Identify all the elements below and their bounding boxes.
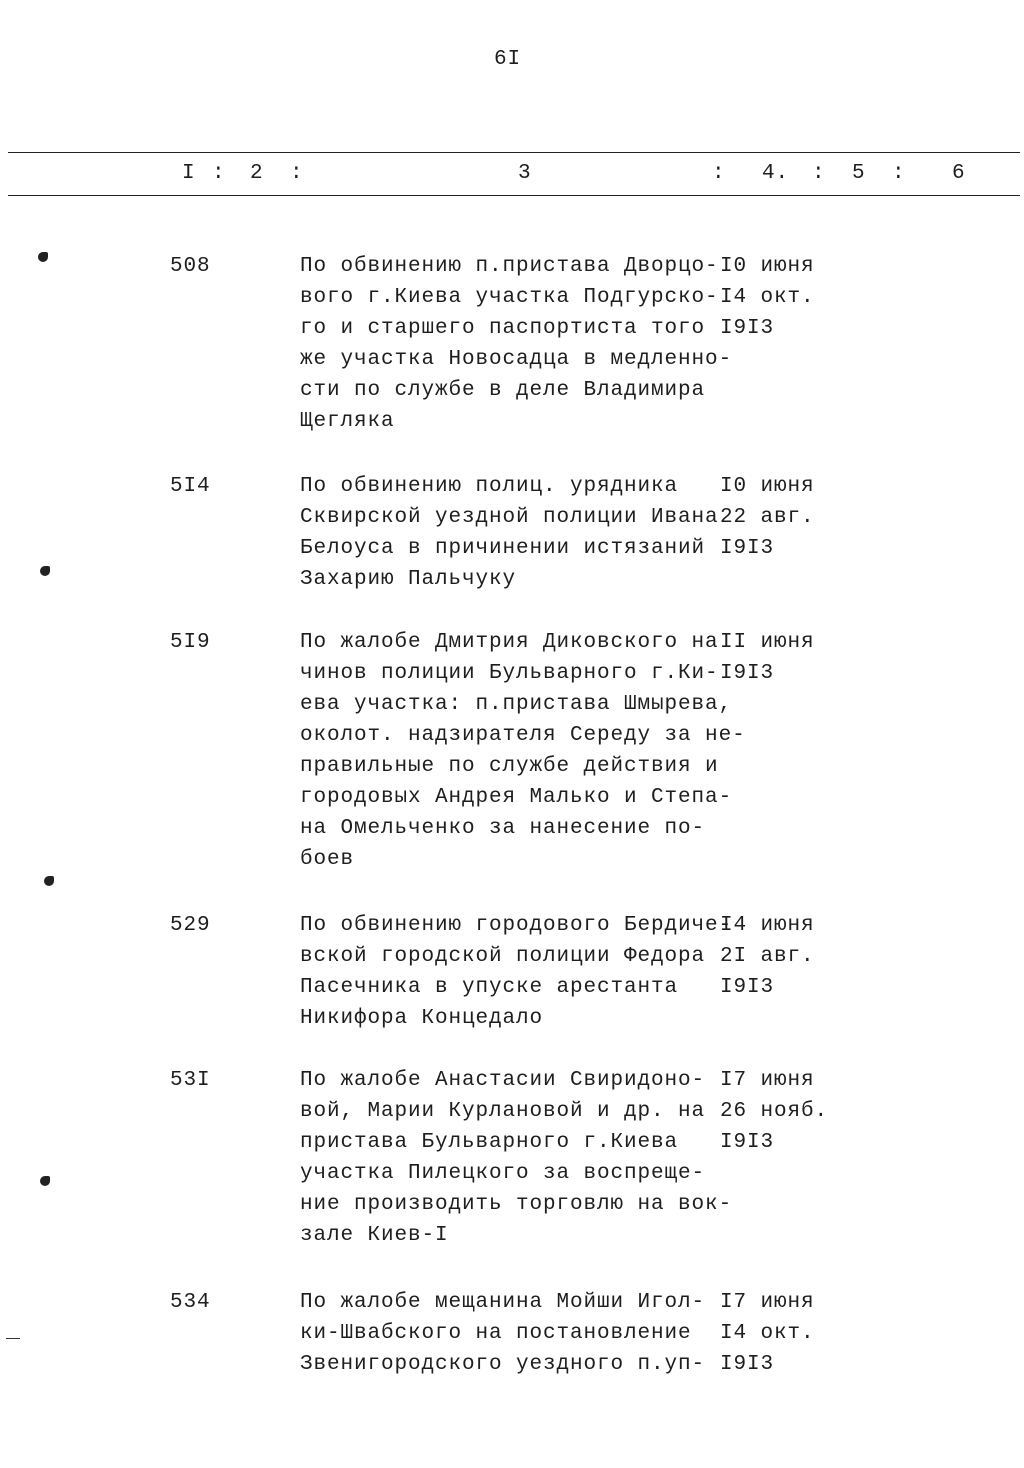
case-number: 53I [170, 1069, 211, 1092]
date-line: II июня [720, 631, 815, 654]
description-line: Пасечника в упуске арестанта [300, 976, 679, 999]
description-line: По обвинению полиц. урядника [300, 475, 679, 498]
date-line: I9I3 [720, 662, 775, 685]
case-description [300, 1287, 705, 1380]
description-line: Сквирской уездной полиции Ивана [300, 506, 719, 529]
description-line: Щегляка [300, 410, 395, 433]
description-line: По обвинению п.пристава Дворцо- [300, 255, 719, 278]
case-number: 534 [170, 1291, 211, 1314]
date-line: 2I авг. [720, 945, 815, 968]
case-dates [720, 910, 815, 1003]
description-line: вого г.Киева участка Подгурско- [300, 286, 719, 309]
case-dates [720, 1065, 828, 1158]
date-line: I0 июня [720, 255, 815, 278]
description-line: ние производить торговлю на вок- [300, 1193, 733, 1216]
case-description [300, 1065, 732, 1251]
column-header-2: 2 [250, 162, 264, 185]
description-line: вской городской полиции Федора [300, 945, 706, 968]
description-line: городовых Андрея Малько и Степа- [300, 786, 733, 809]
column-separator: : [892, 162, 906, 185]
description-line: Звенигородского уездного п.уп- [300, 1353, 706, 1376]
case-number: 508 [170, 255, 211, 278]
description-line: ева участка: п.пристава Шмырева, [300, 693, 733, 716]
case-number: 529 [170, 914, 211, 937]
date-line: I9I3 [720, 1353, 775, 1376]
date-line: I4 июня [720, 914, 815, 937]
case-description [300, 471, 719, 595]
description-line: Никифора Концедало [300, 1007, 544, 1030]
case-description [300, 627, 746, 875]
description-line: По жалобе Дмитрия Диковского на [300, 631, 719, 654]
description-line: Захарию Пальчуку [300, 568, 517, 591]
description-line: боев [300, 848, 355, 871]
column-header-5: 5 [852, 162, 866, 185]
description-line: правильные по службе действия и [300, 755, 719, 778]
description-line: же участка Новосадца в медленно- [300, 348, 733, 371]
description-line: околот. надзирателя Середу за не- [300, 724, 746, 747]
column-header-3: 3 [518, 162, 532, 185]
date-line: I7 июня [720, 1291, 815, 1314]
column-separator: : [290, 162, 304, 185]
column-header-6: 6 [952, 162, 966, 185]
case-dates [720, 251, 815, 344]
punch-hole-mark [38, 252, 48, 262]
description-line: пристава Бульварного г.Киева [300, 1131, 679, 1154]
description-line: зале Киев-I [300, 1224, 449, 1247]
description-line: По обвинению городового Бердиче- [300, 914, 733, 937]
column-separator: : [812, 162, 826, 185]
header-bottom-rule [8, 195, 1020, 196]
date-line: I0 июня [720, 475, 815, 498]
case-dates [720, 627, 815, 689]
date-line: I9I3 [720, 317, 775, 340]
header-top-rule [8, 152, 1020, 153]
column-header-1: I [182, 162, 196, 185]
description-line: сти по службе в деле Владимира [300, 379, 706, 402]
margin-mark [6, 1338, 20, 1339]
date-line: I9I3 [720, 1131, 775, 1154]
date-line: 26 нояб. [720, 1100, 829, 1123]
case-dates [720, 1287, 815, 1380]
case-description [300, 251, 732, 437]
date-line: I7 июня [720, 1069, 815, 1092]
date-line: 22 авг. [720, 506, 815, 529]
case-number: 5I4 [170, 475, 211, 498]
description-line: вой, Марии Курлановой и др. на [300, 1100, 706, 1123]
date-line: I4 окт. [720, 1322, 815, 1345]
description-line: чинов полиции Бульварного г.Ки- [300, 662, 719, 685]
column-separator: : [712, 162, 726, 185]
description-line: Белоуса в причинении истязаний [300, 537, 706, 560]
date-line: I9I3 [720, 976, 775, 999]
description-line: ки-Швабского на постановление [300, 1322, 692, 1345]
description-line: участка Пилецкого за воспреще- [300, 1162, 706, 1185]
case-description [300, 910, 732, 1034]
description-line: По жалобе мещанина Мойши Игол- [300, 1291, 706, 1314]
page-number: 6I [494, 48, 522, 71]
punch-hole-mark [40, 566, 50, 576]
punch-hole-mark [40, 1176, 50, 1186]
column-header-4: 4. [762, 162, 790, 185]
description-line: По жалобе Анастасии Свиридоно- [300, 1069, 706, 1092]
date-line: I4 окт. [720, 286, 815, 309]
description-line: го и старшего паспортиста того [300, 317, 706, 340]
punch-hole-mark [44, 876, 54, 886]
column-separator: : [212, 162, 226, 185]
date-line: I9I3 [720, 537, 775, 560]
case-number: 5I9 [170, 631, 211, 654]
case-dates [720, 471, 815, 564]
description-line: на Омельченко за нанесение по- [300, 817, 706, 840]
